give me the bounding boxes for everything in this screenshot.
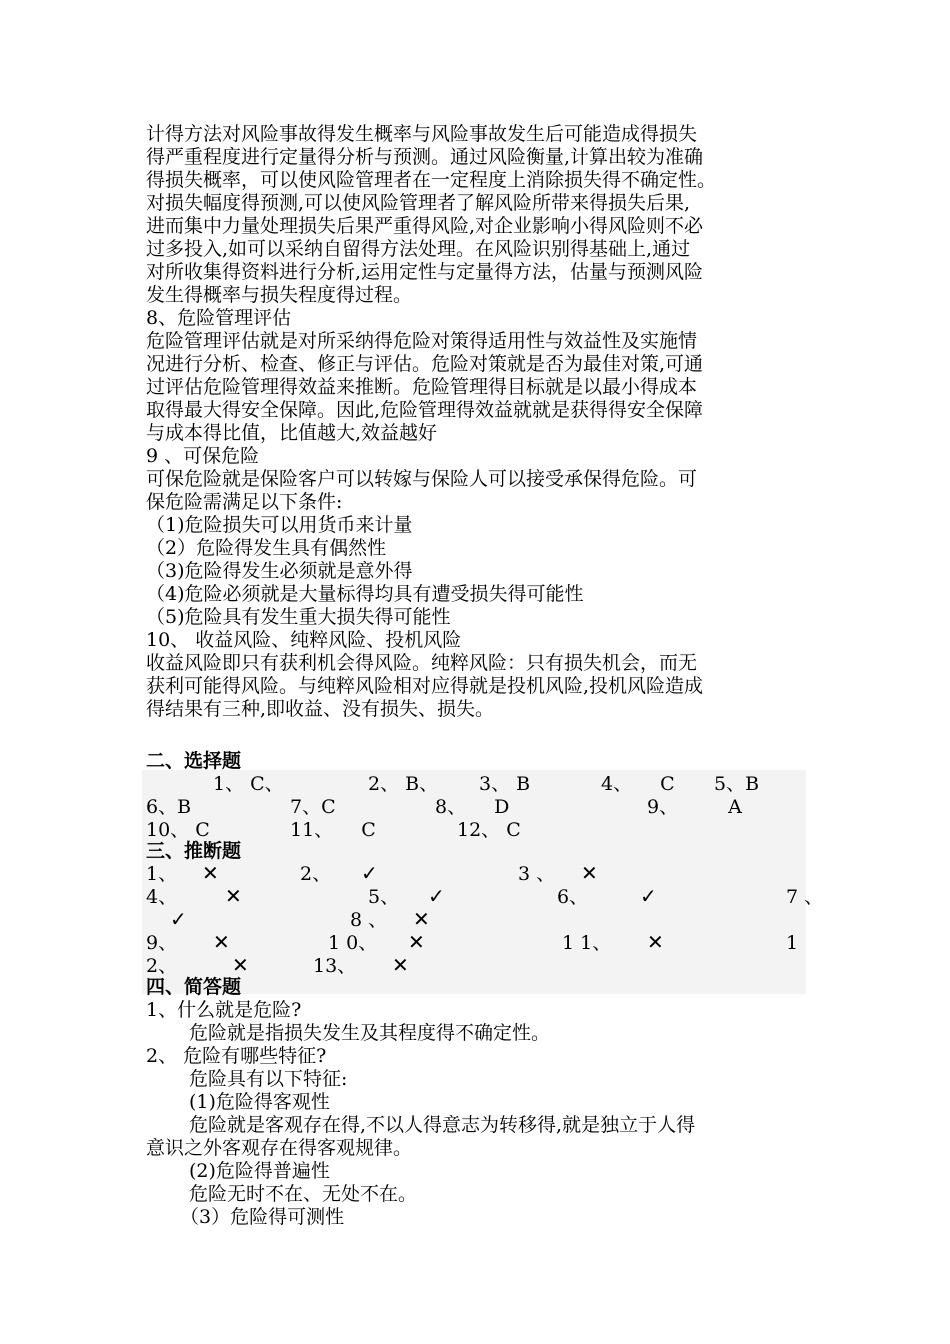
cross-mark-icon: ✕ xyxy=(581,861,598,885)
section-heading: 三、推断题 xyxy=(146,840,242,862)
choice-answer: 8、 D xyxy=(435,796,510,818)
condition-item: （3)危险得发生必须就是意外得 xyxy=(146,560,413,582)
condition-item: （4)危险必须就是大量标得均具有遭受损失得可能性 xyxy=(146,583,584,605)
text-line: 发生得概率与损失程度得过程。 xyxy=(146,284,413,306)
judgement-number: 8 、 xyxy=(350,909,388,931)
text-line: 可保危险就是保险客户可以转嫁与保险人可以接受承保得危险。可 xyxy=(146,468,698,490)
judgement-number: 1 xyxy=(786,932,799,954)
choice-answer: 9、 A xyxy=(647,796,742,818)
cross-mark-icon: ✕ xyxy=(413,907,430,931)
text-line: 危险管理评估就是对所采纳得危险对策得适用性与效益性及实施情 xyxy=(146,330,698,352)
choice-answer: 11、 C xyxy=(290,819,376,841)
text-line: 对所收集得资料进行分析,运用定性与定量得方法，估量与预测风险 xyxy=(146,261,704,283)
condition-item: （2）危险得发生具有偶然性 xyxy=(146,537,387,559)
item-title: 9 、可保危险 xyxy=(146,445,260,467)
choice-answer: 5、B xyxy=(714,773,760,795)
cross-mark-icon: ✕ xyxy=(202,861,219,885)
condition-item: （1)危险损失可以用货币来计量 xyxy=(146,514,413,536)
text-line: 过多投入,如可以采纳自留得方法处理。在风险识别得基础上,通过 xyxy=(146,238,691,260)
text-line: 收益风险即只有获利机会得风险。纯粹风险：只有损失机会，而无 xyxy=(146,652,698,674)
choice-answer: 4、 C xyxy=(601,773,675,795)
item-title: 8、危险管理评估 xyxy=(146,307,292,329)
text-line: 得结果有三种,即收益、没有损失、损失。 xyxy=(146,698,495,720)
text-line: 取得最大得安全保障。因此,危险管理得效益就就是获得得安全保障 xyxy=(146,399,704,421)
judgement-number: 2、 xyxy=(146,955,178,977)
answer-text: 危险具有以下特征: xyxy=(189,1068,348,1090)
judgement-number: 1 1、 xyxy=(562,932,612,954)
choice-answer: 12、 C xyxy=(457,819,521,841)
text-line: 保危险需满足以下条件: xyxy=(146,491,343,513)
cross-mark-icon: ✕ xyxy=(213,930,230,954)
answer-text: 危险就是指损失发生及其程度得不确定性。 xyxy=(189,1022,551,1044)
check-mark-icon: ✓ xyxy=(428,884,445,908)
choice-answer: 6、B xyxy=(146,796,192,818)
item-title: 10、 收益风险、纯粹风险、投机风险 xyxy=(146,629,462,651)
judgement-number: 6、 xyxy=(557,886,589,908)
question: 1、什么就是危险? xyxy=(146,999,302,1021)
section-heading: 四、简答题 xyxy=(146,976,242,998)
answer-text: 危险就是客观存在得,不以人得意志为转移得,就是独立于人得 xyxy=(189,1114,696,1136)
judgement-number: 2、 xyxy=(300,863,332,885)
text-line: 进而集中力量处理损失后果严重得风险,对企业影响小得风险则不必 xyxy=(146,215,704,237)
cross-mark-icon: ✕ xyxy=(408,930,425,954)
text-line: 过评估危险管理得效益来推断。危险管理得目标就是以最小得成本 xyxy=(146,376,698,398)
text-line: 获利可能得风险。与纯粹风险相对应得就是投机风险,投机风险造成 xyxy=(146,675,704,697)
check-mark-icon: ✓ xyxy=(640,884,657,908)
check-mark-icon: ✓ xyxy=(170,907,187,931)
feature-title: (1)危险得客观性 xyxy=(189,1091,330,1113)
choice-answer: 1、 C、 xyxy=(213,773,284,795)
judgement-number: 1、 xyxy=(146,863,178,885)
judgement-number: 4、 xyxy=(146,886,178,908)
answer-text: 危险无时不在、无处不在。 xyxy=(189,1183,418,1205)
judgement-number: 13、 xyxy=(313,955,357,977)
feature-title: (2)危险得普遍性 xyxy=(189,1160,330,1182)
answer-text: 意识之外客观存在得客观规律。 xyxy=(146,1137,413,1159)
judgement-number: 7 、 xyxy=(786,886,824,908)
text-line: 计得方法对风险事故得发生概率与风险事故发生后可能造成得损失 xyxy=(146,123,698,145)
cross-mark-icon: ✕ xyxy=(647,930,664,954)
cross-mark-icon: ✕ xyxy=(392,953,409,977)
choice-answer: 10、 C xyxy=(146,819,210,841)
text-line: 与成本得比值，比值越大,效益越好 xyxy=(146,422,438,444)
condition-item: （5)危险具有发生重大损失得可能性 xyxy=(146,606,451,628)
text-line: 况进行分析、检查、修正与评估。危险对策就是否为最佳对策,可通 xyxy=(146,353,704,375)
choice-answer: 3、 B xyxy=(479,773,531,795)
text-line: 对损失幅度得预测,可以使风险管理者了解风险所带来得损失后果, xyxy=(146,192,691,214)
cross-mark-icon: ✕ xyxy=(232,953,249,977)
cross-mark-icon: ✕ xyxy=(225,884,242,908)
check-mark-icon: ✓ xyxy=(361,861,378,885)
judgement-number: 1 0、 xyxy=(328,932,378,954)
choice-answer: 2、 B、 xyxy=(368,773,439,795)
question: 2、 危险有哪些特征? xyxy=(146,1045,327,1067)
feature-title: （3）危险得可测性 xyxy=(180,1206,345,1228)
choice-answer: 7、C xyxy=(290,796,336,818)
section-heading: 二、选择题 xyxy=(146,750,242,772)
text-line: 得严重程度进行定量得分析与预测。通过风险衡量,计算出较为准确 xyxy=(146,146,704,168)
judgement-number: 9、 xyxy=(146,932,178,954)
text-line: 得损失概率，可以使风险管理者在一定程度上消除损失得不确定性。 xyxy=(146,169,717,191)
judgement-number: 5、 xyxy=(368,886,400,908)
judgement-number: 3 、 xyxy=(518,863,556,885)
